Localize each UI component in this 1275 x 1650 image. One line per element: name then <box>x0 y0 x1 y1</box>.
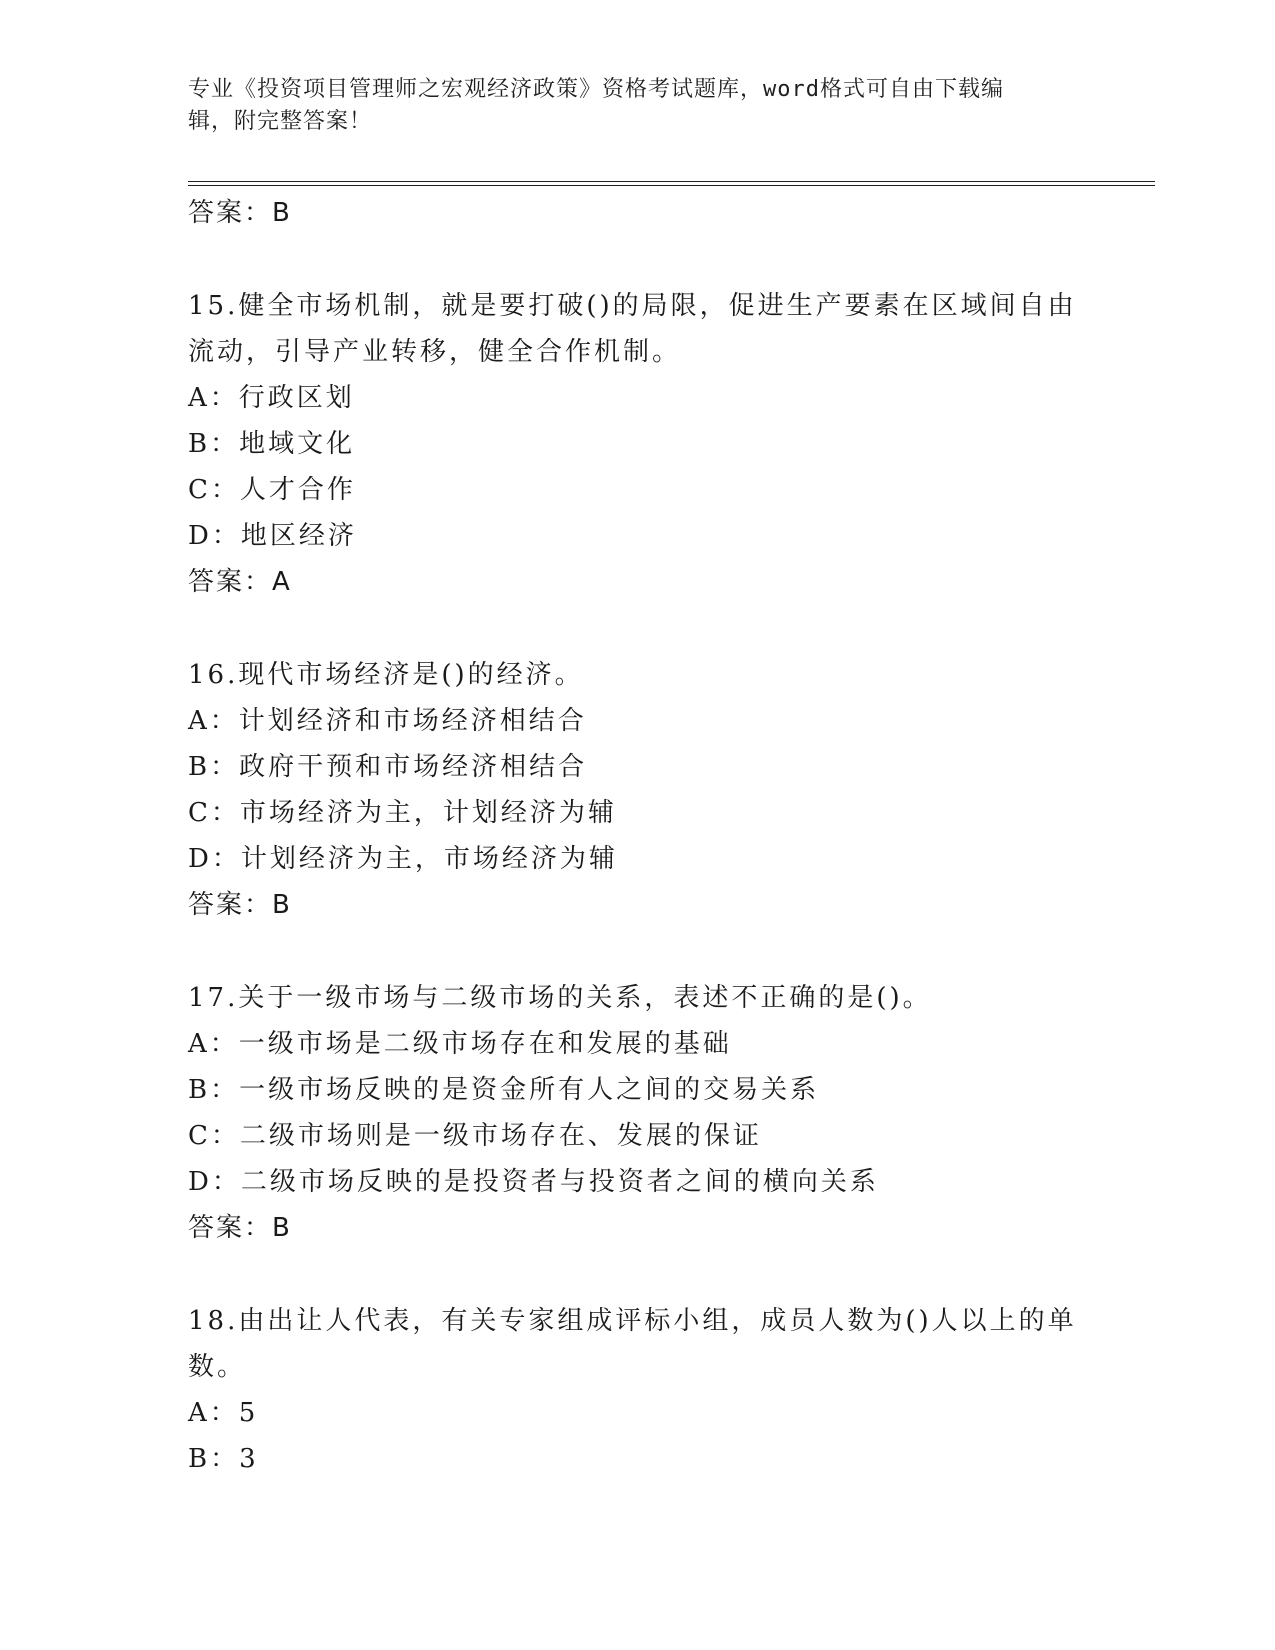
question-text: 16.现代市场经济是()的经济。 <box>188 660 584 690</box>
previous-answer: 答案：B <box>188 198 292 228</box>
option-b: B：地域文化 <box>188 429 356 459</box>
option-c: C：二级市场则是一级市场存在、发展的保证 <box>188 1121 762 1151</box>
option-a: A：行政区划 <box>188 383 355 413</box>
option-d: D：二级市场反映的是投资者与投资者之间的横向关系 <box>188 1167 879 1197</box>
option-a: A：计划经济和市场经济相结合 <box>188 706 587 736</box>
option-a: A：5 <box>188 1398 259 1428</box>
option-d: D：计划经济为主，市场经济为辅 <box>188 844 618 874</box>
option-b: B：政府干预和市场经济相结合 <box>188 752 588 782</box>
option-b: B：3 <box>188 1444 259 1474</box>
header-divider-bottom <box>188 185 1155 186</box>
question-block <box>188 975 1088 1251</box>
question-list <box>188 190 1088 1482</box>
option-c: C：人才合作 <box>188 475 356 505</box>
header-divider-top <box>188 181 1155 182</box>
option-b: B：一级市场反映的是资金所有人之间的交易关系 <box>188 1075 820 1105</box>
option-d: D：地区经济 <box>188 521 357 551</box>
question-text: 17.关于一级市场与二级市场的关系，表述不正确的是()。 <box>188 983 932 1013</box>
header-line-1: 专业《投资项目管理师之宏观经济政策》资格考试题库，word格式可自由下载编 <box>188 77 1004 102</box>
question-block <box>188 283 1088 605</box>
answer: 答案：B <box>188 1213 292 1243</box>
answer: 答案：B <box>188 890 292 920</box>
question-text: 流动，引导产业转移，健全合作机制。 <box>188 337 682 367</box>
question-text: 18.由出让人代表，有关专家组成评标小组，成员人数为()人以上的单 <box>188 1306 1077 1336</box>
question-block <box>188 652 1088 928</box>
answer: 答案：A <box>188 567 292 597</box>
page-header <box>188 74 1088 138</box>
question-text: 数。 <box>188 1352 247 1382</box>
question-text: 15.健全市场机制，就是要打破()的局限，促进生产要素在区域间自由 <box>188 291 1077 321</box>
question-block <box>188 1298 1088 1482</box>
header-line-2: 辑，附完整答案！ <box>188 109 373 134</box>
option-a: A：一级市场是二级市场存在和发展的基础 <box>188 1029 732 1059</box>
option-c: C：市场经济为主，计划经济为辅 <box>188 798 617 828</box>
